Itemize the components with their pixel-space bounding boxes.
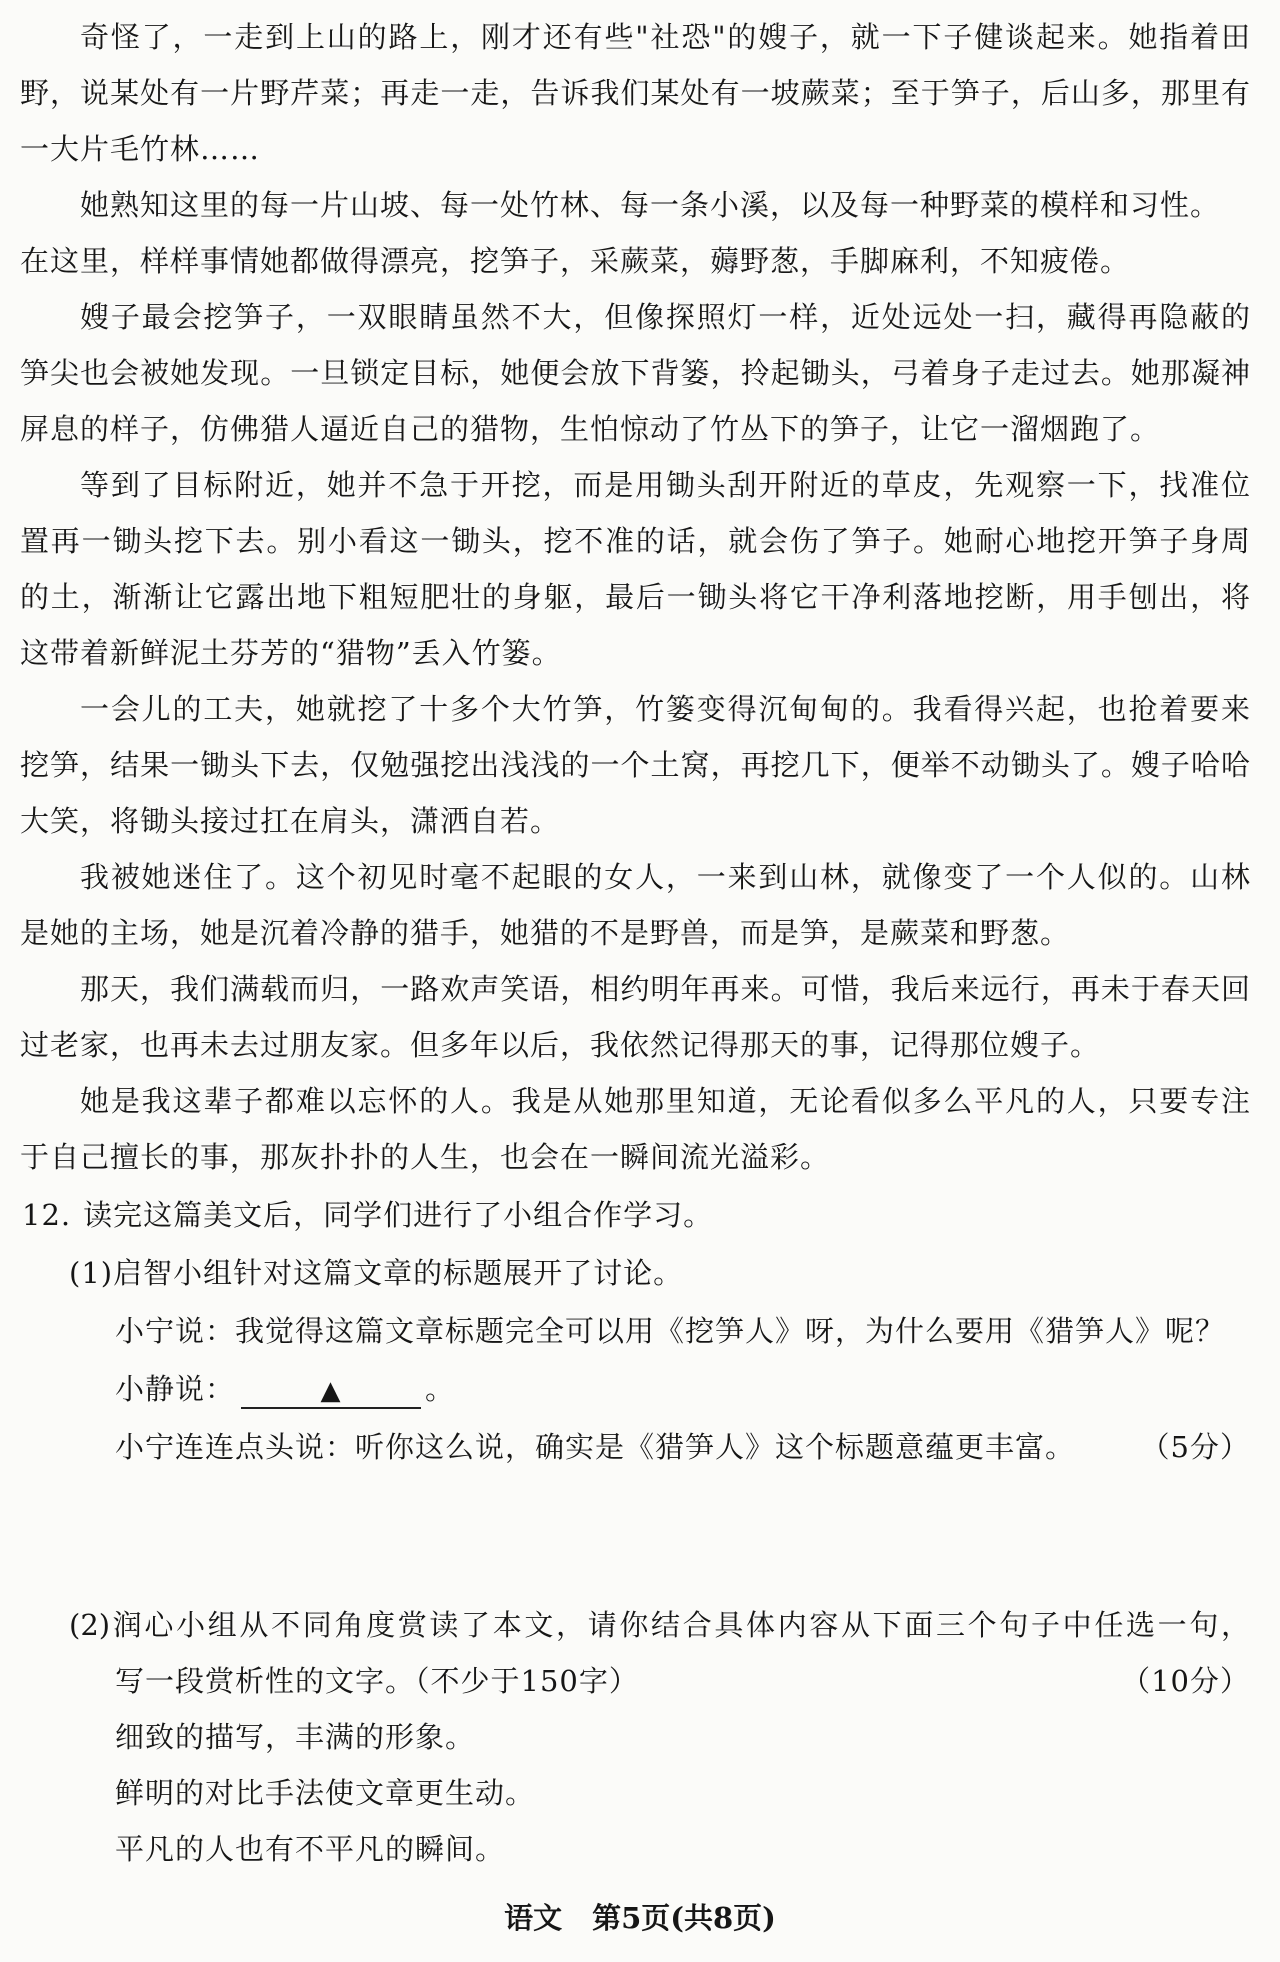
score-label: （10分） [1121, 1664, 1250, 1698]
passage-line: 在这里，样样事情她都做得漂亮，挖笋子，采蕨菜，薅野葱，手脚麻利，不知疲倦。 [20, 244, 1131, 278]
question-number: 12. [22, 1198, 72, 1232]
question-12 [0, 1186, 1280, 1476]
subquestion-prompt: 启智小组针对这篇文章的标题展开了讨论。 [113, 1256, 684, 1290]
passage-line: 于自己擅长的事，那灰扑扑的人生，也会在一瞬间流光溢彩。 [20, 1140, 831, 1174]
passage-paragraph [20, 1073, 1250, 1185]
question-prompt: 读完这篇美文后，同学们进行了小组合作学习。 [83, 1198, 714, 1232]
subquestion-label: (2) [69, 1608, 111, 1642]
subquestion-prompt: 写一段赏析性的文字。（不少于150字） [115, 1664, 639, 1698]
passage-line: 她是我这辈子都难以忘怀的人。我是从她那里知道，无论看似多么平凡的人，只要专注 [80, 1084, 1250, 1118]
passage-line: 我被她迷住了。这个初见时毫不起眼的女人，一来到山林，就像变了一个人似的。山林 [80, 860, 1250, 894]
dialogue-xiaojing [0, 1360, 1280, 1418]
speaker-label: 小静说： [115, 1372, 236, 1406]
passage-line: 奇怪了，一走到上山的路上，刚才还有些"社恐"的嫂子，就一下子健谈起来。她指着田 [80, 20, 1250, 54]
question-stem [0, 1186, 1280, 1244]
subquestion-1 [0, 1244, 1280, 1302]
passage-line: 一大片毛竹林…… [20, 132, 261, 166]
passage-line: 置再一锄头挖下去。别小看这一锄头，挖不准的话，就会伤了笋子。她耐心地挖开笋子身周 [20, 524, 1250, 558]
passage-paragraph [20, 457, 1250, 681]
passage-paragraph [20, 849, 1250, 961]
subquestion-prompt: 润心小组从不同角度赏读了本文，请你结合具体内容从下面三个句子中任选一句， [110, 1608, 1250, 1642]
option-sentence: 鲜明的对比手法使文章更生动。 [115, 1776, 536, 1810]
passage-line: 挖笋，结果一锄头下去，仅勉强挖出浅浅的一个土窝，再挖几下，便举不动锄头了。嫂子哈哈 [20, 748, 1250, 782]
passage-paragraph [20, 289, 1250, 457]
passage-line: 这带着新鲜泥土芬芳的“猎物”丢入竹篓。 [20, 636, 562, 670]
passage-line: 大笑，将锄头接过扛在肩头，潇洒自若。 [20, 804, 561, 838]
footer-page-number: 第5页(共8页) [592, 1901, 776, 1935]
page-footer [0, 1893, 1280, 1943]
subquestion-label: (1) [69, 1256, 114, 1290]
score-label: （5分） [1140, 1430, 1250, 1464]
reading-passage [20, 9, 1250, 1185]
subquestion-2 [0, 1597, 1280, 1877]
passage-line: 她熟知这里的每一片山坡、每一处竹林、每一条小溪，以及每一种野菜的模样和习性。 [80, 188, 1221, 222]
footer-subject: 语文 [504, 1901, 563, 1935]
passage-paragraph [20, 177, 1250, 289]
subquestion-2-prompt-line [0, 1653, 1280, 1709]
blank-end-punctuation: 。 [425, 1372, 456, 1406]
subquestion-2-prompt-line [0, 1597, 1250, 1653]
answer-blank [241, 1373, 421, 1409]
passage-line: 笋尖也会被她发现。一旦锁定目标，她便会放下背篓，拎起锄头，弓着身子走过去。她那凝神 [20, 356, 1250, 390]
passage-paragraph [20, 961, 1250, 1073]
reply-text: 小宁连连点头说：听你这么说，确实是《猎笋人》这个标题意蕴更丰富。 [115, 1430, 1076, 1464]
triangle-marker-icon: ▲ [320, 1376, 342, 1406]
passage-line: 那天，我们满载而归，一路欢声笑语，相约明年再来。可惜，我后来远行，再未于春天回 [80, 972, 1250, 1006]
passage-line: 是她的主场，她是沉着冷静的猎手，她猎的不是野兽，而是笋，是蕨菜和野葱。 [20, 916, 1071, 950]
passage-line: 嫂子最会挖笋子，一双眼睛虽然不大，但像探照灯一样，近处远处一扫，藏得再隐蔽的 [80, 300, 1250, 334]
passage-line: 屏息的样子，仿佛猎人逼近自己的猎物，生怕惊动了竹丛下的笋子，让它一溜烟跑了。 [20, 412, 1161, 446]
passage-line: 野，说某处有一片野芹菜；再走一走，告诉我们某处有一坡蕨菜；至于笋子，后山多，那里有 [20, 76, 1250, 110]
passage-paragraph [20, 9, 1250, 177]
passage-line: 一会儿的工夫，她就挖了十多个大竹笋，竹篓变得沉甸甸的。我看得兴起，也抢着要来 [80, 692, 1250, 726]
dialogue-xiaoning-reply [0, 1418, 1280, 1476]
passage-line: 的土，渐渐让它露出地下粗短肥壮的身躯，最后一锄头将它干净利落地挖断，用手刨出，将 [20, 580, 1250, 614]
passage-line: 过老家，也再未去过朋友家。但多年以后，我依然记得那天的事，记得那位嫂子。 [20, 1028, 1101, 1062]
passage-line: 等到了目标附近，她并不急于开挖，而是用锄头刮开附近的草皮，先观察一下，找准位 [80, 468, 1250, 502]
passage-paragraph [20, 681, 1250, 849]
dialogue-xiaoning: 小宁说：我觉得这篇文章标题完全可以用《挖笋人》呀，为什么要用《猎笋人》呢？ [115, 1314, 1226, 1348]
option-sentence: 平凡的人也有不平凡的瞬间。 [115, 1832, 506, 1866]
option-sentence: 细致的描写，丰满的形象。 [115, 1720, 476, 1754]
